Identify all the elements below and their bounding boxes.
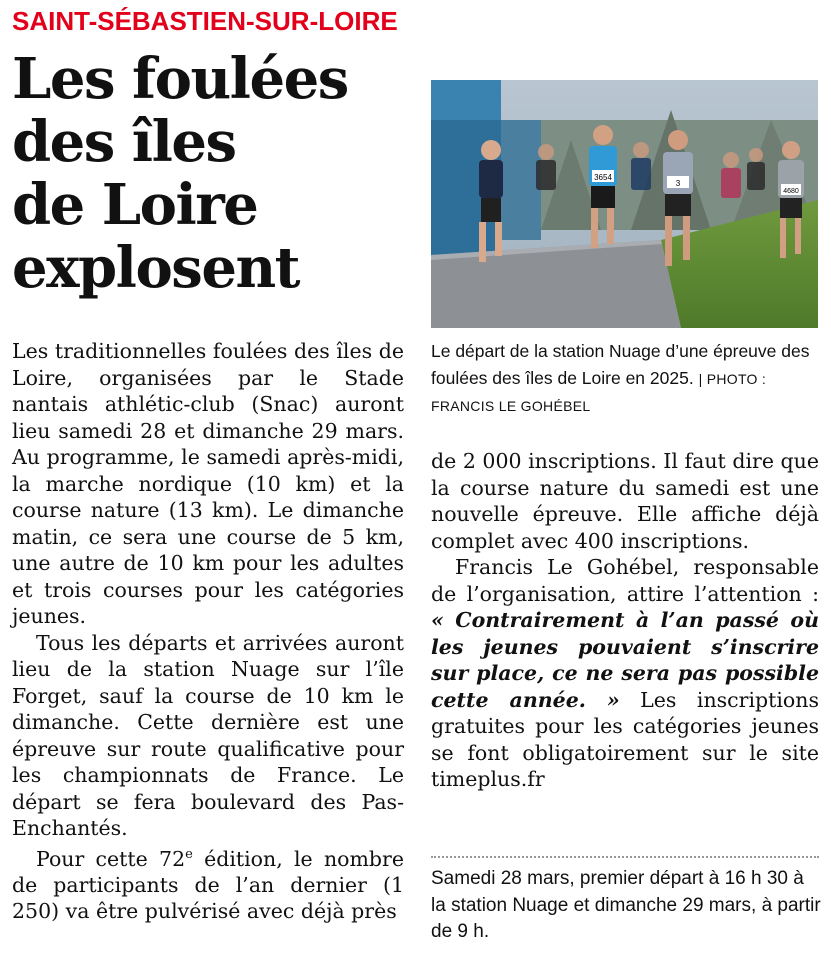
body-paragraph: Les traditionnelles foulées des îles de Loire, organisées par le Stade nantais athlétic-club (Snac) auront lieu samedi 28 et dimanche 29 mars. Au programme, le samedi après-midi, la marche nordique (10 km) et la course nature (13 km). Le dimanche matin, ce sera une course de 5 km, une autre de 10 km pour les adultes et trois courses pour les catégories jeunes. (12, 339, 404, 628)
body-paragraph (431, 554, 819, 793)
ordinal-suffix: e (185, 846, 193, 862)
paragraph-text: édition, le nombre de participants de l’an dernier (1 250) va être pulvérisé avec déjà près (12, 846, 404, 924)
headline-line: de Loire (12, 172, 258, 238)
practical-info: Samedi 28 mars, premier départ à 16 h 30 à la station Nuage et dimanche 29 mars, à partir de 9 h. (431, 868, 821, 942)
paragraph-text: Pour cette 72 (36, 846, 186, 871)
quote: « Contrairement à l’an passé où les jeunes pouvaient s’inscrire sur place, ce ne sera pas possible cette année. » (431, 608, 819, 712)
photo-caption (431, 338, 826, 420)
article-column-right (431, 448, 819, 793)
info-divider (431, 856, 819, 858)
race-bib: 4680 (783, 188, 799, 195)
race-start-photo (431, 80, 818, 328)
race-bib: 3 (675, 179, 681, 188)
caption-text: Le départ de la station Nuage d’une épreuve des foulées des îles de Loire en 2025. (431, 341, 810, 388)
section-kicker: SAINT-SÉBASTIEN-SUR-LOIRE (12, 6, 398, 36)
body-paragraph-continued: de 2 000 inscriptions. Il faut dire que la course nature du samedi est une nouvelle épreuve. Elle affiche déjà complet avec 400 inscriptions. (431, 449, 819, 553)
article-headline (12, 48, 422, 300)
body-paragraph: Tous les départs et arrivées auront lieu de la station Nuage sur l’île Forget, sauf la course de 10 km le dimanche. Cette dernière est une épreuve sur route qualificative pour les championnats de France. Le départ se fera boulevard des Pas-Enchantés. (12, 630, 404, 840)
headline-line: Les foulées (12, 46, 348, 112)
body-paragraph (12, 842, 404, 925)
article-column-left (12, 338, 404, 925)
headline-line: explosent (12, 235, 300, 301)
photo-credit: | PHOTO : FRANCIS LE GOHÉBEL (431, 370, 767, 414)
headline-line: des îles (12, 109, 236, 175)
race-bib: 3654 (594, 173, 612, 182)
paragraph-text: Les inscriptions gratuites pour les catégories jeunes se font obligatoirement sur le site timeplus.fr (431, 687, 819, 791)
paragraph-text: Francis Le Gohébel, responsable de l’organisation, attire l’attention : (431, 555, 819, 606)
